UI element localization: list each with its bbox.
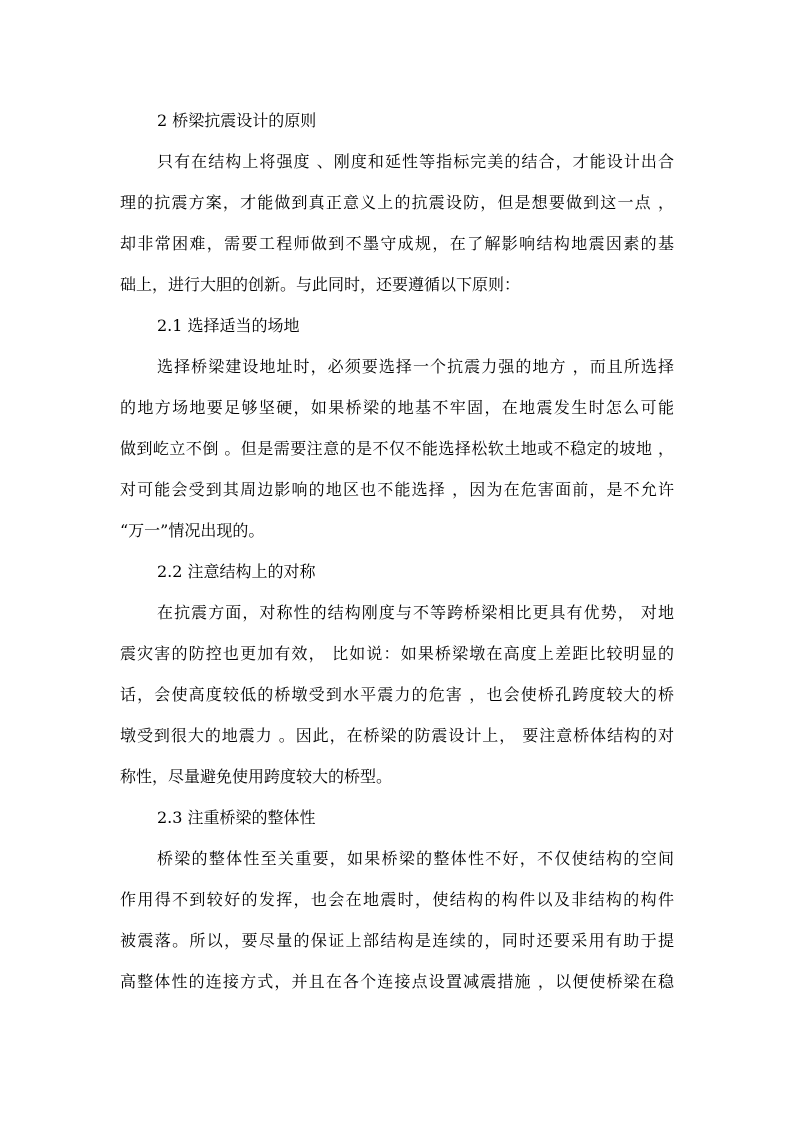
paragraph-line: 做到屹立不倒 。但是需要注意的是不仅不能选择松软土地或不稳定的坡地 ， (120, 439, 674, 458)
paragraph-line: 选择桥梁建设地址时，必须要选择一个抗震力强的地方 ，而且所选择 (157, 357, 674, 376)
paragraph-line: 理的抗震方案，才能做到真正意义上的抗震设防，但是想要做到这一点 ， (120, 193, 674, 212)
paragraph-line: 被震落。所以，要尽量的保证上部结构是连续的，同时还要采用有助于提 (120, 931, 674, 950)
section-heading-2-3: 2.3 注重桥梁的整体性 (157, 808, 316, 827)
paragraph-line: 称性，尽量避免使用跨度较大的桥型。 (120, 767, 393, 786)
section-heading-2-2: 2.2 注意结构上的对称 (157, 562, 316, 581)
paragraph-line: 话，会使高度较低的桥墩受到水平震力的危害 ，也会使桥孔跨度较大的桥 (120, 685, 674, 704)
paragraph-line: 在抗震方面，对称性的结构刚度与不等跨桥梁相比更具有优势， 对地 (157, 603, 674, 622)
paragraph-line: 只有在结构上将强度 、刚度和延性等指标完美的结合，才能设计出合 (157, 152, 674, 171)
section-heading-2-1: 2.1 选择适当的场地 (157, 316, 300, 335)
paragraph-line: 桥梁的整体性至关重要，如果桥梁的整体性不好，不仅使结构的空间 (157, 849, 674, 868)
paragraph-line: 础上，进行大胆的创新。与此同时，还要遵循以下原则： (120, 275, 521, 294)
section-heading-2: 2 桥梁抗震设计的原则 (157, 111, 317, 130)
paragraph-line: 对可能会受到其周边影响的地区也不能选择 ，因为在危害面前，是不允许 (120, 480, 674, 499)
paragraph-line: 震灾害的防控也更加有效， 比如说：如果桥梁墩在高度上差距比较明显的 (120, 644, 674, 663)
paragraph-line: 作用得不到较好的发挥，也会在地震时，使结构的构件以及非结构的构件 (120, 890, 674, 909)
paragraph-line: 的地方场地要足够坚硬，如果桥梁的地基不牢固，在地震发生时怎么可能 (120, 398, 674, 417)
paragraph-line: 却非常困难，需要工程师做到不墨守成规，在了解影响结构地震因素的基 (120, 234, 674, 253)
paragraph-line: “万一”情况出现的。 (120, 521, 265, 540)
paragraph-line: 墩受到很大的地震力 。因此，在桥梁的防震设计上， 要注意桥体结构的对 (120, 726, 674, 745)
paragraph-line: 高整体性的连接方式，并且在各个连接点设置减震措施 ，以便使桥梁在稳 (120, 972, 674, 991)
document-body (120, 100, 674, 1002)
